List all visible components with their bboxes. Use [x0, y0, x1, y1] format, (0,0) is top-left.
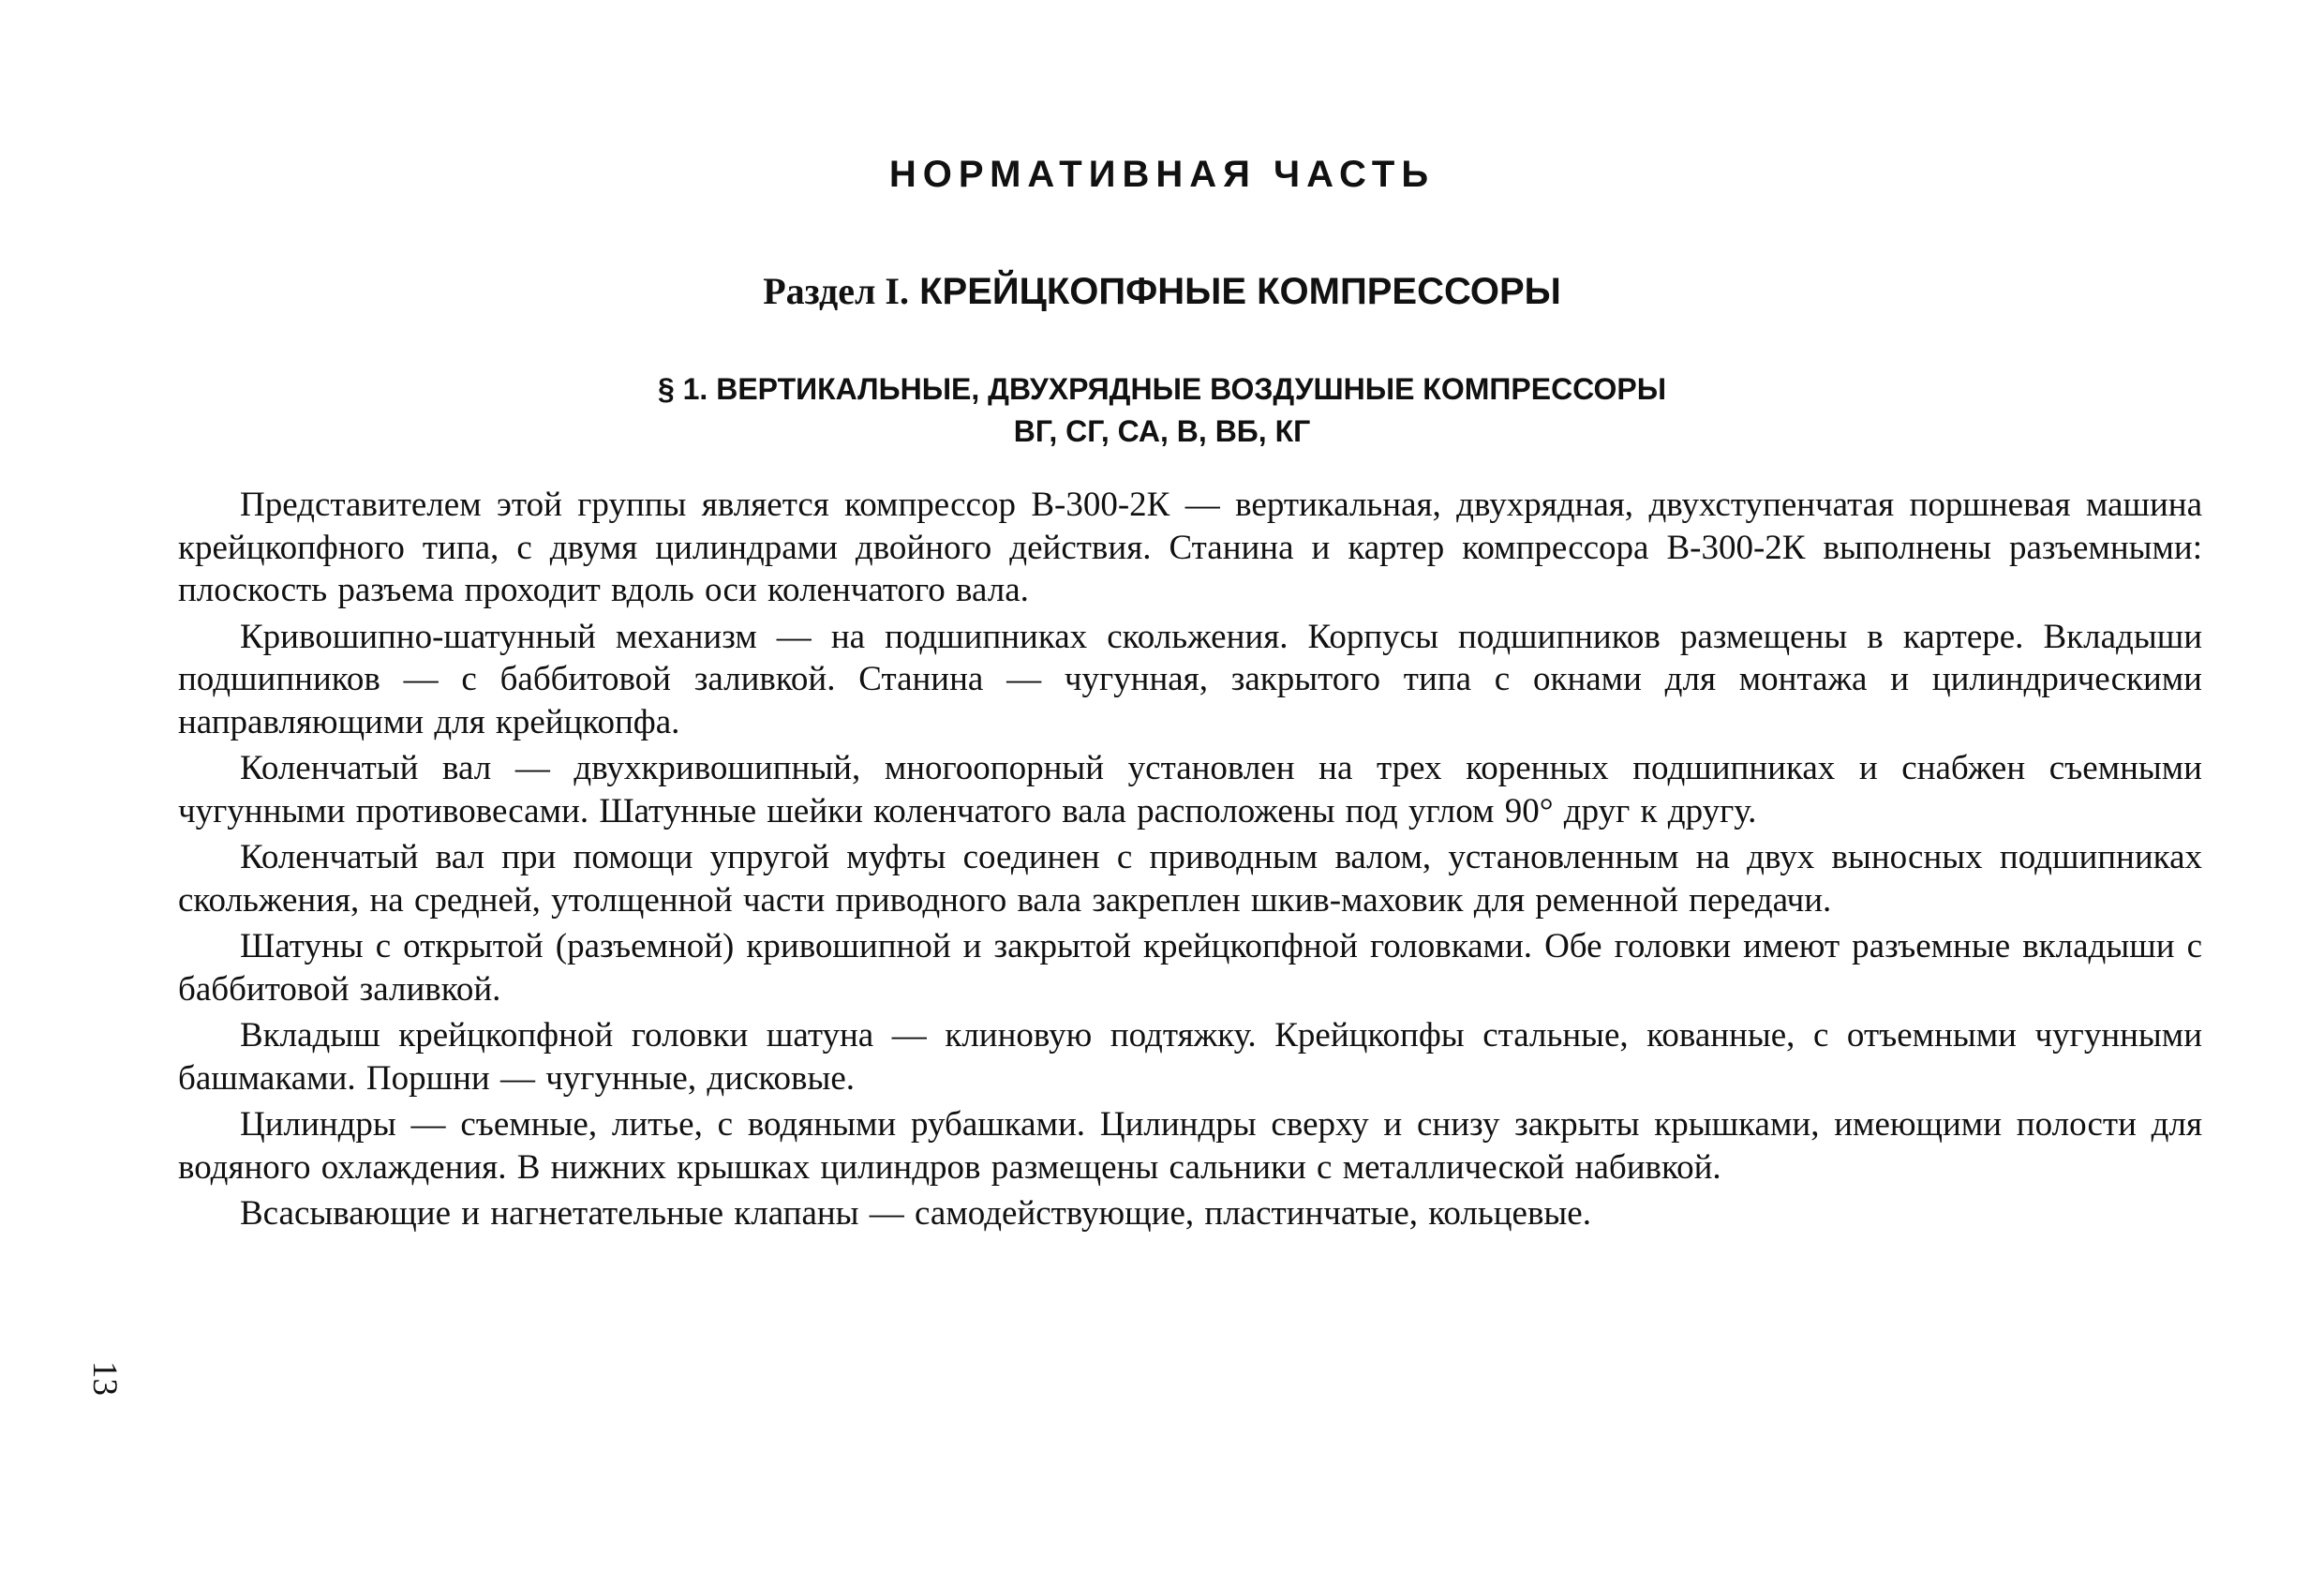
paragraph-1: Представителем этой группы является компрессор В-300-2К — вертикальная, двухрядная, двухступенчатая поршневая машина крейцкопфного типа, с двумя цилиндрами двойного действия. Станина и картер компрессора В-300-2К выполнены разъемными: плоскость разъема проходит вдоль оси коленчатого вала. — [178, 486, 2202, 609]
subsection-title-line-1: § 1. ВЕРТИКАЛЬНЫЕ, ДВУХРЯДНЫЕ ВОЗДУШНЫЕ КОМПРЕССОРЫ — [657, 372, 1667, 406]
paragraph-4: Коленчатый вал при помощи упругой муфты соединен с приводным валом, установленным на двух выносных подшипниках скольжения, на средней, утолщенной части приводного вала закреплен шкив-маховик для ременной передачи. — [178, 838, 2202, 920]
section-prefix: Раздел I. — [763, 270, 909, 312]
page-heading: НОРМАТИВНАЯ ЧАСТЬ — [888, 154, 1436, 195]
paragraph-7: Цилиндры — съемные, литье, с водяными рубашками. Цилиндры сверху и снизу закрыты крышками, имеющими полости для водяного охлаждения. В нижних крышках цилиндров размещены сальники с металлической набивкой. — [178, 1105, 2202, 1187]
section-name: КРЕЙЦКОПФНЫЕ КОМПРЕССОРЫ — [919, 271, 1561, 312]
paragraph-5: Шатуны с открытой (разъемной) кривошипной и закрытой крейцкопфной головками. Обе головки имеют разъемные вкладыши с баббитовой заливкой. — [178, 927, 2202, 1009]
subsection-title-line-2: ВГ, СГ, СА, В, ВБ, КГ — [1013, 414, 1311, 448]
paragraph-8: Всасывающие и нагнетательные клапаны — самодействующие, пластинчатые, кольцевые. — [240, 1194, 1591, 1233]
subsection-title — [0, 368, 2324, 453]
page-number: 13 — [85, 1361, 124, 1396]
section-title — [0, 270, 2324, 312]
paragraph-3: Коленчатый вал — двухкривошипный, многоопорный установлен на трех коренных подшипниках и снабжен съемными чугунными противовесами. Шатунные шейки коленчатого вала расположены под углом 90° друг к другу. — [178, 749, 2202, 830]
paragraph-6: Вкладыш крейцкопфной головки шатуна — клиновую подтяжку. Крейцкопфы стальные, кованные, с отъемными чугунными башмаками. Поршни — чугунные, дисковые. — [178, 1016, 2202, 1098]
paragraph-2: Кривошипно-шатунный механизм — на подшипниках скольжения. Корпусы подшипников размещены в картере. Вкладыши подшипников — с баббитовой заливкой. Станина — чугунная, закрытого типа с окнами для монтажа и цилиндрическими направляющими для крейцкопфа. — [178, 617, 2202, 741]
body-text — [178, 484, 2202, 1235]
